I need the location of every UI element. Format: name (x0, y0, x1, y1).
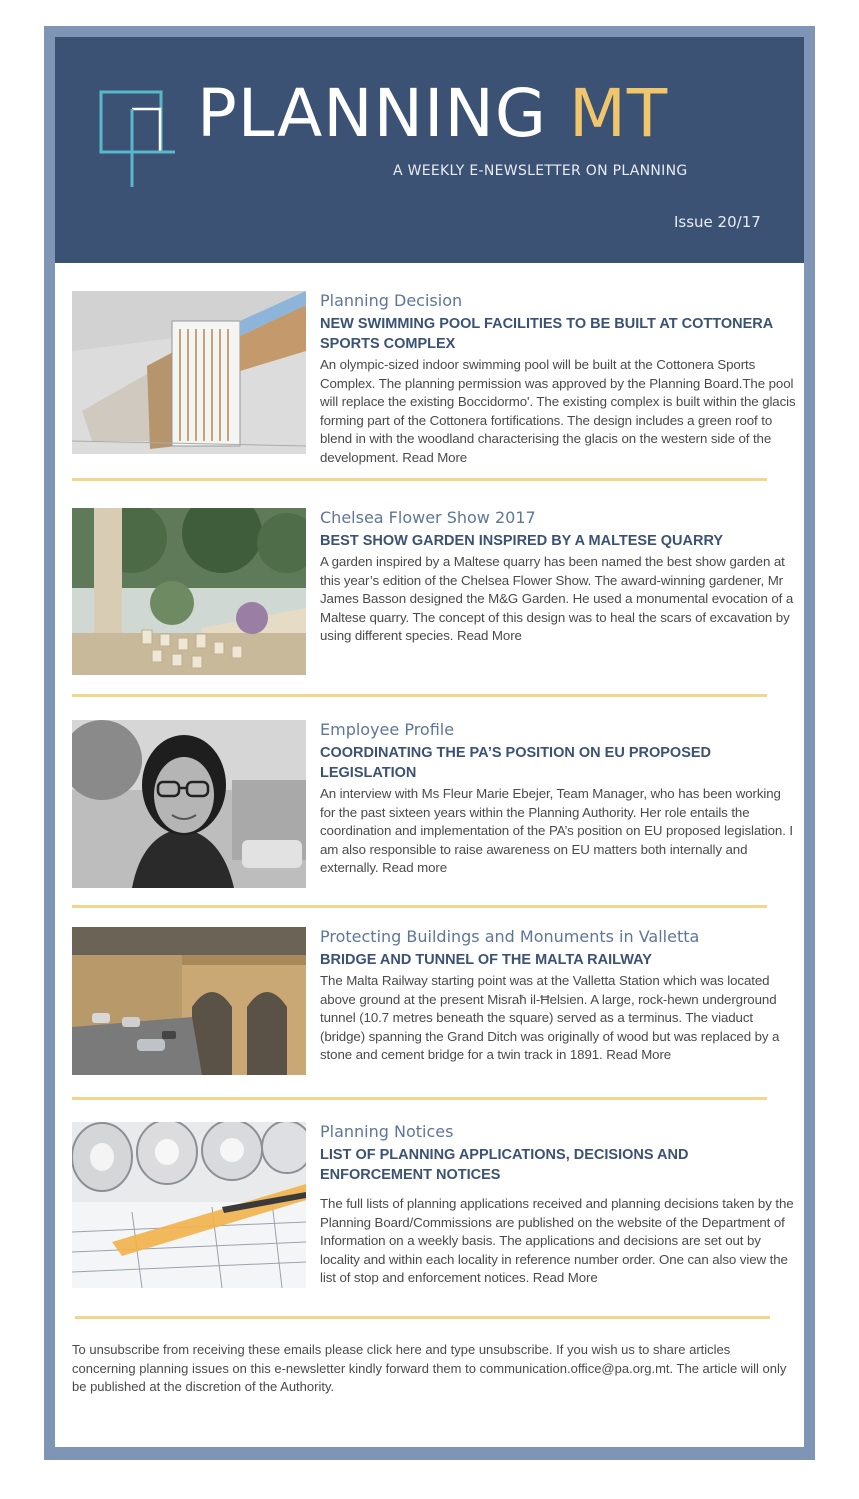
railway-bridge-image[interactable] (72, 927, 306, 1075)
article-category: Planning Notices (320, 1122, 454, 1141)
article-employee-profile (72, 720, 792, 890)
article-chelsea-garden (72, 508, 792, 678)
article-headline[interactable]: NEW SWIMMING POOL FACILITIES TO BE BUILT AT COTTONERA SPORTS COMPLEX (320, 316, 773, 352)
article-category: Employee Profile (320, 720, 455, 739)
article-category: Planning Decision (320, 291, 463, 310)
article-headline[interactable]: COORDINATING THE PA’S POSITION ON EU PROPOSED LEGISLATION (320, 745, 712, 781)
section-divider (72, 1097, 767, 1100)
newsletter-frame (44, 26, 815, 1460)
article-planning-notices (72, 1122, 792, 1322)
newsletter-body (55, 37, 804, 1447)
swimming-pool-rendering-image[interactable] (72, 291, 306, 454)
article-text (320, 720, 797, 878)
planning-drawings-image[interactable] (72, 1122, 306, 1288)
article-body: An interview with Ms Fleur Marie Ebejer, Team Manager, who has been working for the past sixteen years within the Planning Authority. Her role entails the coordination and implementation of the PA’s position on EU proposed legislation. I am also responsible to raise awareness on EU matters both internally and externally. Read more (320, 786, 794, 876)
employee-portrait-image[interactable] (72, 720, 306, 888)
article-text (320, 291, 797, 468)
article-category: Protecting Buildings and Monuments in Valletta (320, 927, 700, 946)
article-swimming-pool (72, 291, 796, 465)
section-divider (72, 694, 767, 697)
article-body: A garden inspired by a Maltese quarry has been named the best show garden at this year’s edition of the Chelsea Flower Show. The award-winning gardener, Mr James Basson designed the M&G Garden. He used a monumental evocation of a Maltese quarry. The concept of this design was to heal the scars of excavation by using different species. Read More (320, 554, 794, 644)
article-category: Chelsea Flower Show 2017 (320, 508, 536, 527)
article-text (320, 1122, 797, 1288)
section-divider (75, 1316, 770, 1319)
article-text (320, 508, 797, 646)
article-headline[interactable]: BEST SHOW GARDEN INSPIRED BY A MALTESE QUARRY (320, 533, 724, 549)
masthead (55, 37, 804, 263)
title-accent: MT (568, 75, 669, 152)
chelsea-garden-image[interactable] (72, 508, 306, 675)
article-text (320, 927, 797, 1065)
tagline: A WEEKLY E-NEWSLETTER ON PLANNING (393, 163, 688, 179)
issue-number: Issue 20/17 (674, 213, 761, 231)
title-main: PLANNING (197, 75, 547, 152)
article-body: The full lists of planning applications received and planning decisions taken by the Planning Board/Commissions are published on the website of the Department of Information on a weekly basis. The applications and decisions are set out by locality and within each locality in reference number order. One can also view the list of stop and enforcement notices. Read More (320, 1196, 794, 1286)
section-divider (72, 478, 767, 481)
unsubscribe-notice: To unsubscribe from receiving these emails please click here and type unsubscribe. If you wish us to share articles concerning planning issues on this e-newsletter kindly forward them to communication.office@pa.org.mt. The article will only be published at the discretion of the Authority. (72, 1342, 787, 1394)
article-body: An olympic-sized indoor swimming pool will be built at the Cottonera Sports Complex. The planning permission was approved by the Planning Board.The pool will replace the existing Boccidormo'. The existing complex is built within the glacis forming part of the Cottonera fortifications. The design includes a green roof to blend in with the woodland characterising the glacis on the western side of the development. Read More (320, 357, 796, 465)
section-divider (72, 905, 767, 908)
planning-mt-logo-icon (99, 89, 179, 189)
article-headline[interactable]: BRIDGE AND TUNNEL OF THE MALTA RAILWAY (320, 952, 652, 968)
article-malta-railway (72, 927, 792, 1097)
newsletter-title (197, 75, 669, 152)
article-headline[interactable]: LIST OF PLANNING APPLICATIONS, DECISIONS AND ENFORCEMENT NOTICES (320, 1147, 689, 1183)
article-body: The Malta Railway starting point was at the Valletta Station which was located above ground at the present Misraħ il-Ħelsien. A large, rock-hewn underground tunnel (10.7 metres beneath the square) served as a terminus. The viaduct (bridge) spanning the Grand Ditch was originally of wood but was replaced by a stone and cement bridge for a twin track in 1891. Read More (320, 973, 780, 1063)
